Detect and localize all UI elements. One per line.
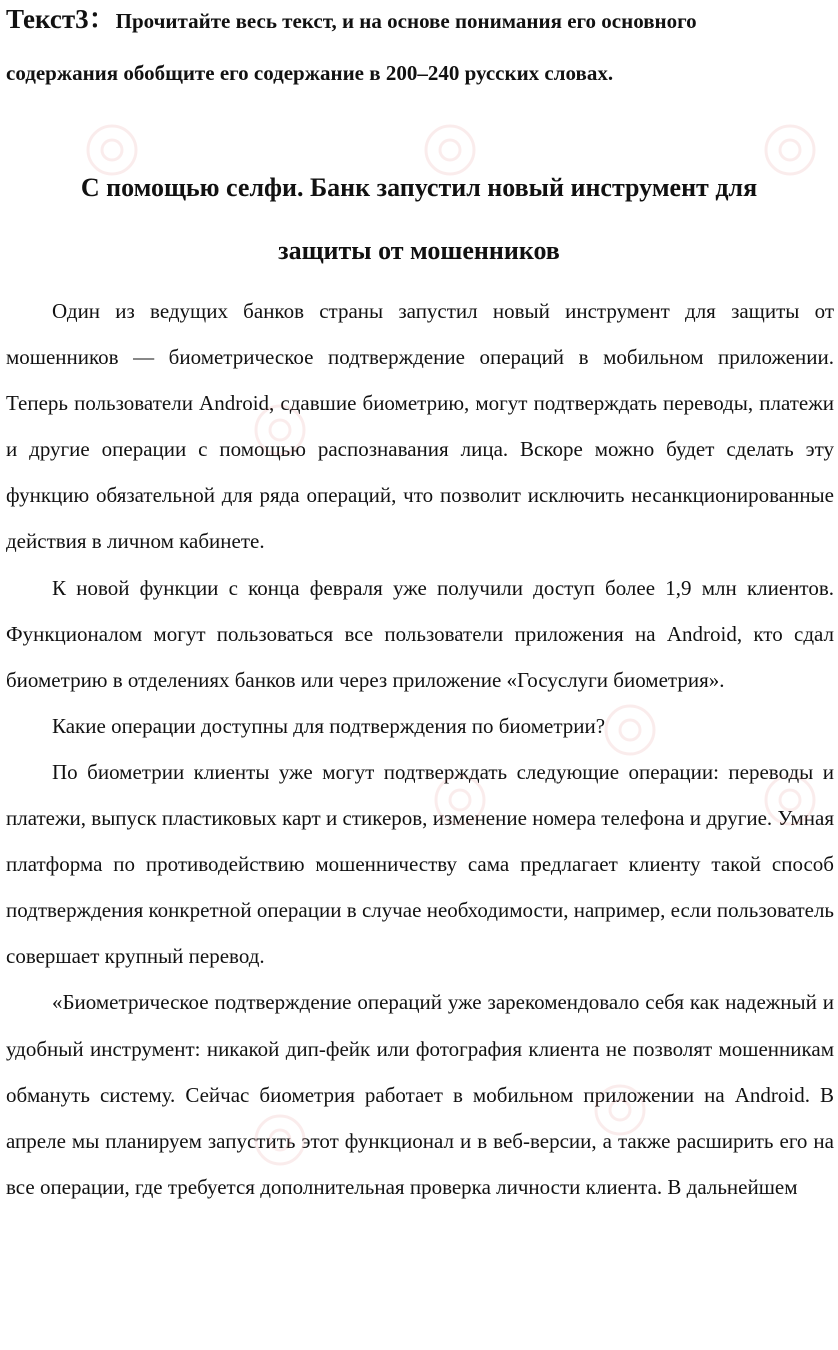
- paragraph-3: Какие операции доступны для подтверждения по биометрии?: [52, 713, 606, 738]
- paragraph-2: К новой функции с конца февраля уже получили доступ более 1,9 млн клиентов. Функционалом могут пользоваться все пользователи приложения на Android, кто сдал биометрию в отделениях банков или через приложение «Госуслуги биометрия».: [6, 575, 834, 692]
- paragraph-5: «Биометрическое подтверждение операций уже зарекомендовало себя как надежный и удобный инструмент: никакой дип-фейк или фотография клиента не позволят мошенникам обмануть систему. Сейчас биометрия работает в мобильном приложении на Android. В апреле мы планируем запустить этот функционал и в веб-версии, а также расширить его на все операции, где требуется дополнительная проверка личности клиента. В дальнейшем: [6, 990, 834, 1199]
- task-instruction-line-2: содержания обобщите его содержание в 200–240 русских словах.: [6, 61, 614, 85]
- article-title-line-2: защиты от мошенников: [278, 236, 560, 265]
- paragraph-4: По биометрии клиенты уже могут подтверждать следующие операции: переводы и платежи, выпуск пластиковых карт и стикеров, изменение номера телефона и другие. Умная платформа по противодействию мошенничеству сама предлагает клиенту такой способ подтверждения конкретной операции в случае необходимости, например, если пользователь совершает крупный перевод.: [6, 759, 834, 969]
- article-body: [6, 288, 834, 1210]
- task-label: Текст3：: [6, 4, 116, 34]
- task-instruction-text-1: Прочитайте весь текст, и на основе понимания его основного: [115, 9, 697, 33]
- paragraph-1: Один из ведущих банков страны запустил новый инструмент для защиты от мошенников — биометрическое подтверждение операций в мобильном приложении. Теперь пользователи Android, сдавшие биометрию, могут подтверждать переводы, платежи и другие операции с помощью распознавания лица. Вскоре можно будет сделать эту функцию обязательной для ряда операций, что позволит исключить несанкционированные действия в личном кабинете.: [6, 299, 834, 554]
- article-title-line-1: С помощью селфи. Банк запустил новый инструмент для: [80, 173, 758, 202]
- task-instruction-line-1: [6, 2, 832, 38]
